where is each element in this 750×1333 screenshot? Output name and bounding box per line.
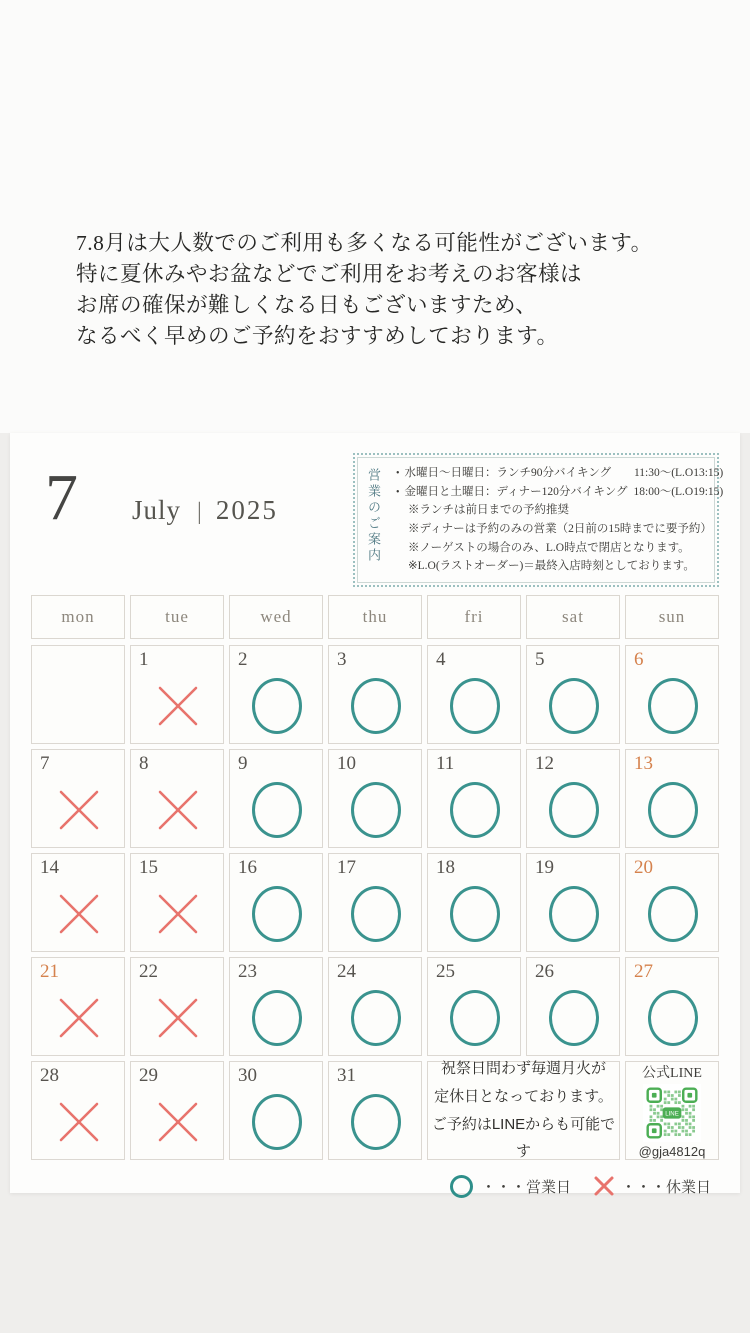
date-number: 31 <box>337 1065 356 1086</box>
intro-line: 特に夏休みやお盆などでご利用をお考えのお客様は <box>76 262 583 286</box>
open-circle-icon <box>351 990 401 1046</box>
open-circle-icon <box>648 782 698 838</box>
bullet-icon: • <box>396 468 400 479</box>
open-circle-icon <box>351 886 401 942</box>
intro-text <box>76 228 750 352</box>
closed-days-note <box>427 1061 620 1160</box>
closed-x-icon <box>56 787 102 833</box>
closed-x-icon <box>56 891 102 937</box>
weekday-header-row <box>31 595 719 639</box>
open-circle-icon <box>549 990 599 1046</box>
closed-day-legend-icon <box>593 1175 615 1197</box>
day-cell-21 <box>31 957 125 1056</box>
day-cell-14 <box>31 853 125 952</box>
date-number: 13 <box>634 753 653 774</box>
day-cell-16 <box>229 853 323 952</box>
info-note: ※L.O(ラストオーダー)＝最終入店時刻としております。 <box>408 560 695 573</box>
date-number: 24 <box>337 961 356 982</box>
day-cell-26 <box>526 957 620 1056</box>
hours-dinner-line: • 金曜日と土曜日：ディナー120分バイキング 18:00～(L.O19:15) <box>394 483 723 502</box>
day-grid <box>31 645 719 1160</box>
date-number: 9 <box>238 753 248 774</box>
open-circle-icon <box>648 678 698 734</box>
open-circle-icon <box>549 886 599 942</box>
day-cell-15 <box>130 853 224 952</box>
date-number: 12 <box>535 753 554 774</box>
line-title: 公式LINE <box>642 1066 702 1081</box>
day-cell-13 <box>625 749 719 848</box>
info-note: ※ノーゲストの場合のみ、L.O時点で閉店となります。 <box>408 541 690 554</box>
day-cell-29 <box>130 1061 224 1160</box>
weekday-header-thu: thu <box>328 595 422 639</box>
info-box-vertical-label: 営業のご案内 <box>366 468 381 564</box>
day-cell-17 <box>328 853 422 952</box>
open-circle-icon <box>450 990 500 1046</box>
legend <box>31 1170 715 1202</box>
date-number: 14 <box>40 857 59 878</box>
info-note: ※ランチは前日までの予約推奨 <box>408 504 569 517</box>
line-qr-code <box>641 1084 703 1142</box>
open-circle-icon <box>252 782 302 838</box>
calendar-header <box>31 447 724 581</box>
day-cell-23 <box>229 957 323 1056</box>
closed-x-icon <box>155 683 201 729</box>
date-number: 28 <box>40 1065 59 1086</box>
info-box-content <box>386 464 723 576</box>
month-name: July <box>132 495 182 525</box>
open-circle-icon <box>450 886 500 942</box>
open-circle-icon <box>252 678 302 734</box>
date-number: 4 <box>436 649 446 670</box>
date-number: 20 <box>634 857 653 878</box>
weekday-header-wed: wed <box>229 595 323 639</box>
date-number: 7 <box>40 753 50 774</box>
open-circle-icon <box>648 886 698 942</box>
weekday-header-sat: sat <box>526 595 620 639</box>
weekday-header-tue: tue <box>130 595 224 639</box>
month-separator: | <box>197 499 202 525</box>
weekday-header-mon: mon <box>31 595 125 639</box>
intro-line: お席の確保が難しくなる日もございますため、 <box>76 293 538 317</box>
day-cell-18 <box>427 853 521 952</box>
day-cell-2 <box>229 645 323 744</box>
month-number: 7 <box>45 461 78 534</box>
open-circle-icon <box>450 678 500 734</box>
day-cell-9 <box>229 749 323 848</box>
month-block <box>31 447 278 534</box>
date-number: 25 <box>436 961 455 982</box>
open-circle-icon <box>252 990 302 1046</box>
day-cell-5 <box>526 645 620 744</box>
closed-x-icon <box>155 1099 201 1145</box>
date-number: 19 <box>535 857 554 878</box>
date-number: 6 <box>634 649 644 670</box>
day-cell-20 <box>625 853 719 952</box>
date-number: 26 <box>535 961 554 982</box>
official-line-cell <box>625 1061 719 1160</box>
date-number: 23 <box>238 961 257 982</box>
open-circle-icon <box>648 990 698 1046</box>
date-number: 5 <box>535 649 545 670</box>
date-number: 22 <box>139 961 158 982</box>
date-number: 21 <box>40 961 59 982</box>
date-number: 10 <box>337 753 356 774</box>
day-cell-24 <box>328 957 422 1056</box>
open-circle-icon <box>252 886 302 942</box>
day-cell-30 <box>229 1061 323 1160</box>
closed-x-icon <box>155 787 201 833</box>
date-number: 2 <box>238 649 248 670</box>
day-cell-12 <box>526 749 620 848</box>
date-number: 15 <box>139 857 158 878</box>
hours-info-box <box>353 453 724 587</box>
closed-x-icon <box>56 1099 102 1145</box>
intro-line: 7.8月は大人数でのご利用も多くなる可能性がございます。 <box>76 231 653 255</box>
info-note: ※ディナーは予約のみの営業（2日前の15時までに要予約） <box>408 522 712 535</box>
closed-x-icon <box>155 891 201 937</box>
intro-section <box>0 0 750 433</box>
calendar-card <box>10 433 740 1196</box>
day-cell-1 <box>130 645 224 744</box>
date-number: 27 <box>634 961 653 982</box>
day-cell-3 <box>328 645 422 744</box>
note-line: ご予約はLINEからも可能です <box>431 1115 616 1161</box>
closed-x-icon <box>56 995 102 1041</box>
day-cell-empty <box>31 645 125 744</box>
weekday-header-sun: sun <box>625 595 719 639</box>
day-cell-7 <box>31 749 125 848</box>
date-number: 3 <box>337 649 347 670</box>
open-day-legend-label: ・・・営業日 <box>480 1179 571 1196</box>
date-number: 30 <box>238 1065 257 1086</box>
open-day-legend-icon <box>450 1175 473 1198</box>
line-handle: @gja4812q <box>638 1144 706 1159</box>
note-line: 祝祭日問わず毎週月火が <box>440 1060 606 1077</box>
date-number: 16 <box>238 857 257 878</box>
date-number: 17 <box>337 857 356 878</box>
day-cell-28 <box>31 1061 125 1160</box>
day-cell-11 <box>427 749 521 848</box>
date-number: 11 <box>436 753 455 774</box>
weekday-header-fri: fri <box>427 595 521 639</box>
day-cell-31 <box>328 1061 422 1160</box>
open-circle-icon <box>450 782 500 838</box>
day-cell-10 <box>328 749 422 848</box>
day-cell-4 <box>427 645 521 744</box>
hours-lunch-line: • 水曜日～日曜日：ランチ90分バイキング 11:30～(L.O13:15) <box>394 464 723 483</box>
date-number: 8 <box>139 753 149 774</box>
intro-line: なるべく早めのご予約をおすすめしております。 <box>76 324 559 348</box>
closed-day-legend-label: ・・・休業日 <box>620 1179 711 1196</box>
open-circle-icon <box>351 678 401 734</box>
day-cell-8 <box>130 749 224 848</box>
date-number: 29 <box>139 1065 158 1086</box>
open-circle-icon <box>351 782 401 838</box>
day-cell-22 <box>130 957 224 1056</box>
day-cell-27 <box>625 957 719 1056</box>
day-cell-25 <box>427 957 521 1056</box>
year-label: 2025 <box>215 495 278 525</box>
open-circle-icon <box>549 782 599 838</box>
qr-line-logo-text: LINE <box>665 1110 679 1118</box>
date-number: 18 <box>436 857 455 878</box>
day-cell-19 <box>526 853 620 952</box>
open-circle-icon <box>252 1094 302 1150</box>
day-cell-6 <box>625 645 719 744</box>
date-number: 1 <box>139 649 149 670</box>
open-circle-icon <box>549 678 599 734</box>
closed-x-icon <box>155 995 201 1041</box>
open-circle-icon <box>351 1094 401 1150</box>
note-line: 定休日となっております。 <box>434 1087 613 1105</box>
bullet-icon: • <box>396 486 400 498</box>
